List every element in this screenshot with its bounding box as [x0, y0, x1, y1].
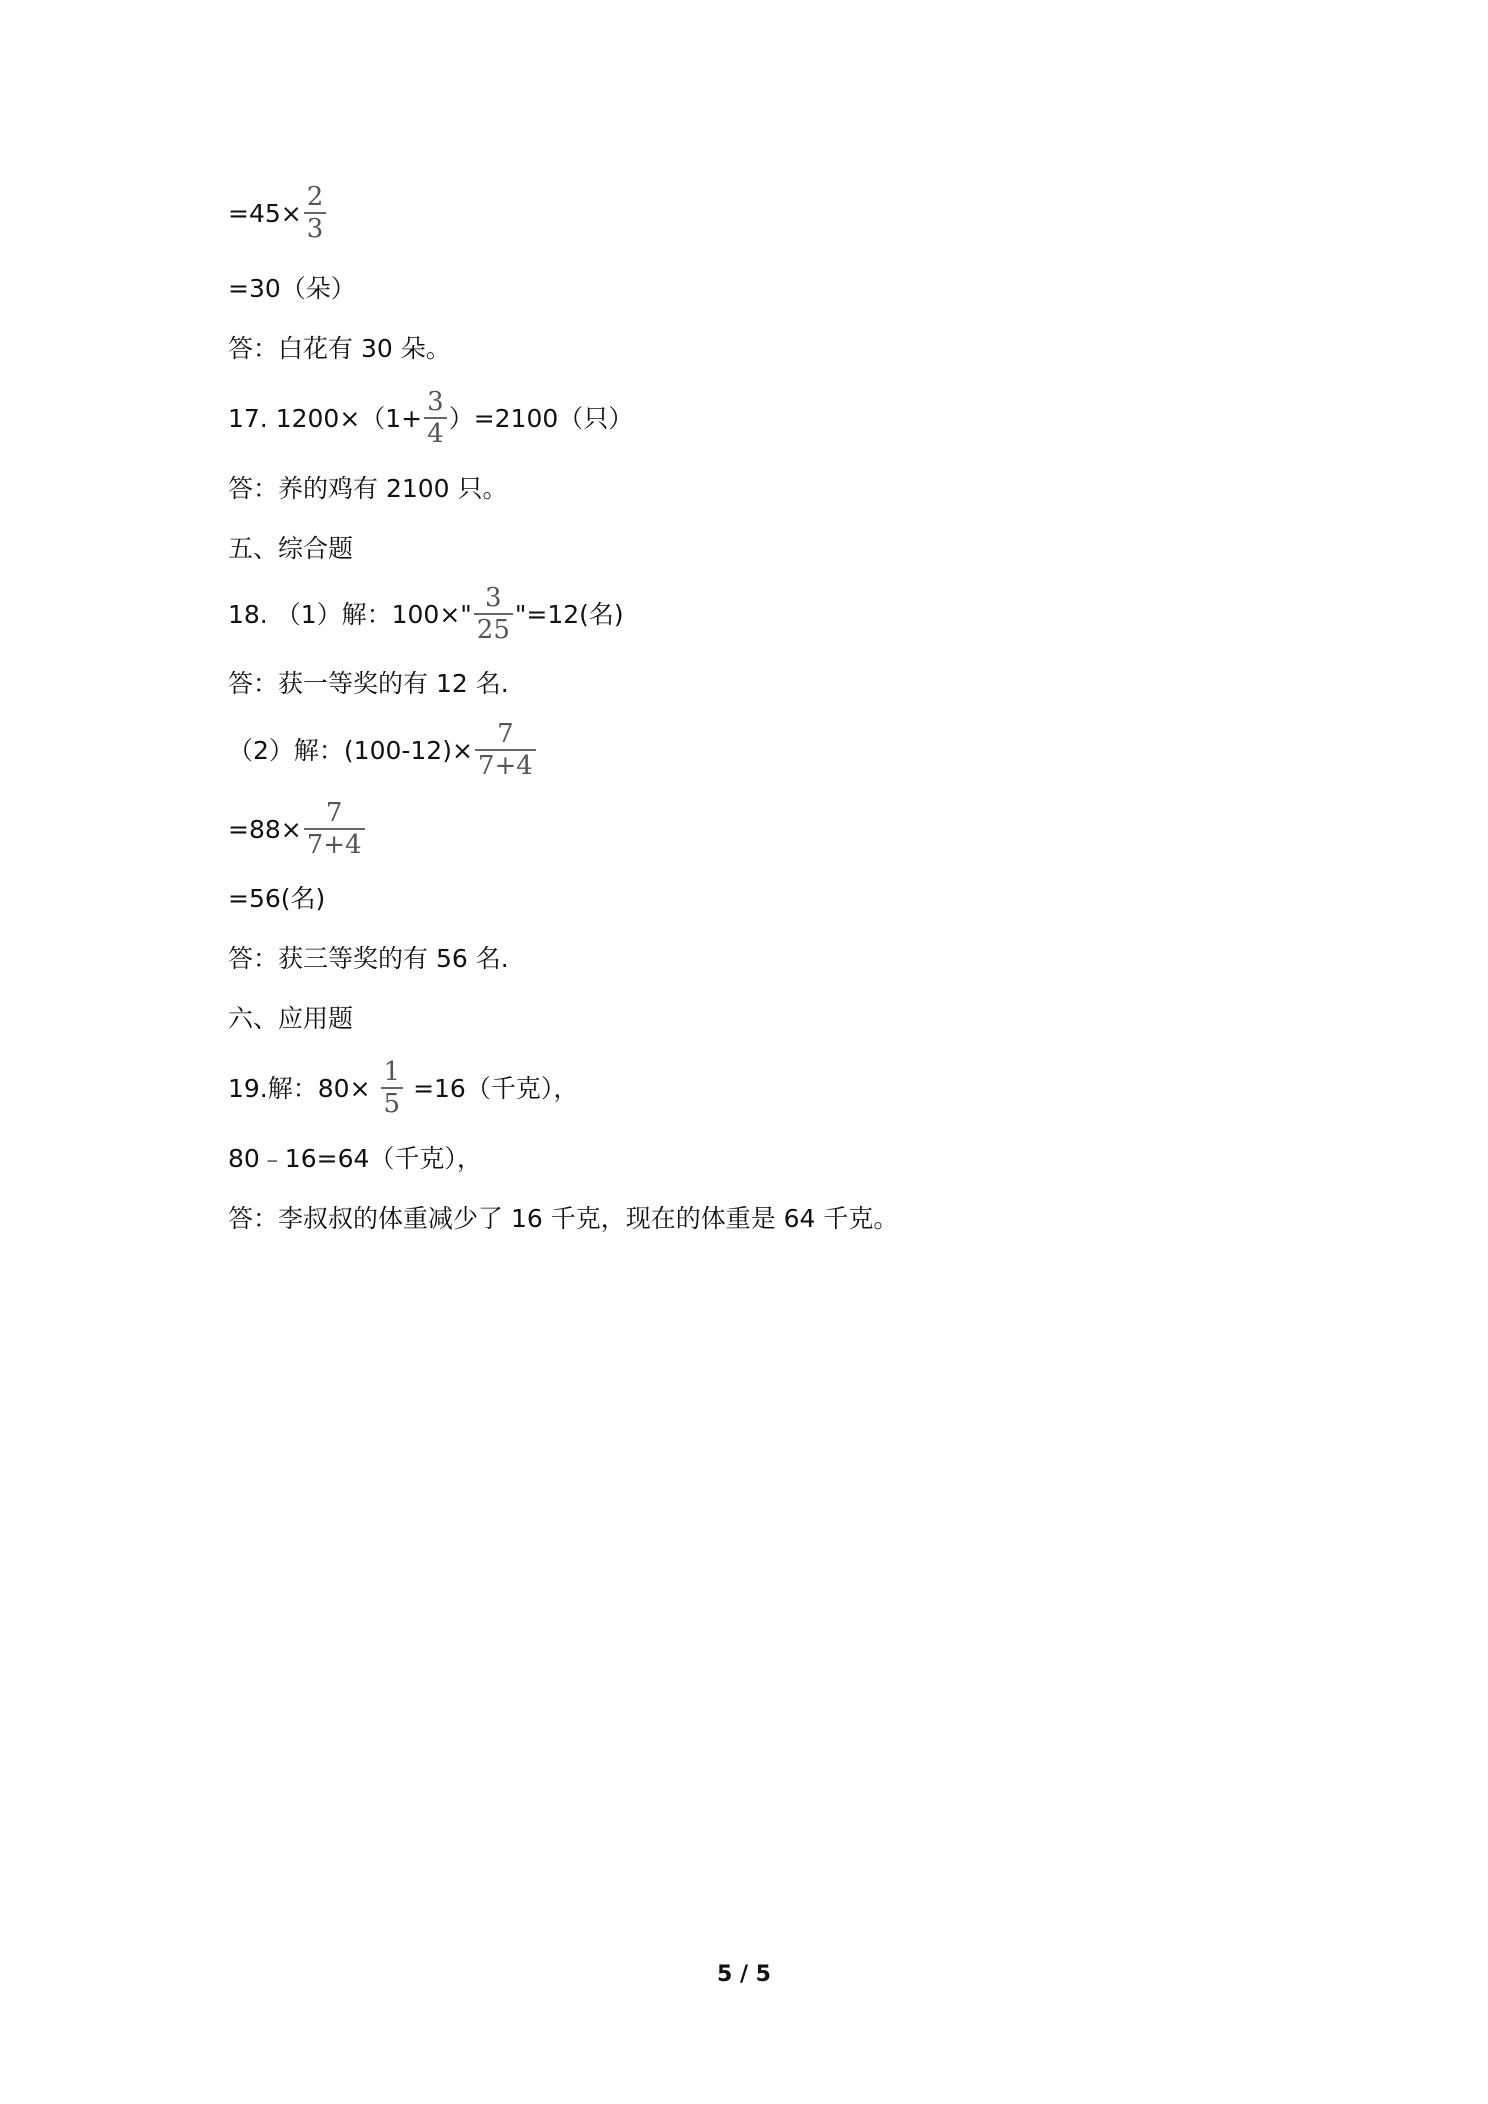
calc-line-45x2-3: [228, 183, 328, 243]
fraction-numerator: 7: [497, 719, 514, 749]
problem-19-line: [228, 1058, 578, 1118]
fraction-numerator: 2: [306, 182, 324, 212]
fraction: [381, 1059, 404, 1117]
fraction-numerator: 7: [325, 798, 343, 828]
fraction-denominator: 5: [383, 1089, 401, 1119]
fraction: [304, 184, 327, 242]
expr-prefix: 17. 1200×（1+: [228, 403, 423, 433]
answer-line-white-flowers: 答：白花有 30 朵。: [228, 333, 451, 363]
fraction: [424, 389, 447, 447]
page-number: 5 / 5: [717, 1962, 771, 1987]
expr-suffix: ）=2100（只）: [448, 403, 634, 433]
section-heading-5: 五、综合题: [228, 533, 354, 563]
expr-prefix: 18. （1）解：100×": [228, 599, 472, 629]
problem-17-line: [228, 388, 633, 448]
calc-line-result-56: =56(名): [228, 883, 326, 913]
fraction-denominator: 25: [476, 615, 510, 645]
answer-line-weight: 答：李叔叔的体重减少了 16 千克，现在的体重是 64 千克。: [228, 1203, 899, 1233]
expr-suffix: "=12(名): [514, 599, 624, 629]
fraction-denominator: 4: [427, 419, 444, 449]
answer-line-first-prize: 答：获一等奖的有 12 名.: [228, 668, 509, 698]
fraction-denominator: 7+4: [306, 830, 362, 860]
fraction-numerator: 3: [427, 387, 444, 417]
problem-18-part2-line: [228, 720, 538, 780]
expr-prefix: （2）解：(100-12)×: [228, 735, 473, 765]
calc-line-result-30: =30（朵）: [228, 273, 356, 303]
expr-prefix: =45×: [228, 198, 302, 228]
section-heading-6: 六、应用题: [228, 1003, 354, 1033]
answer-line-chickens: 答：养的鸡有 2100 只。: [228, 473, 508, 503]
expr-suffix: =16（千克），: [413, 1073, 579, 1103]
fraction: [304, 800, 365, 858]
fraction: [474, 585, 513, 643]
fraction-numerator: 3: [485, 583, 502, 613]
fraction: [475, 721, 536, 779]
expr-prefix: 19.解：80×: [228, 1073, 371, 1103]
fraction-numerator: 1: [383, 1057, 401, 1087]
problem-18-part1-line: [228, 584, 624, 644]
fraction-denominator: 7+4: [477, 751, 533, 781]
fraction-denominator: 3: [306, 214, 324, 244]
expr-prefix: =88×: [228, 814, 302, 844]
answer-line-third-prize: 答：获三等奖的有 56 名.: [228, 943, 509, 973]
calc-line-88x7-11: [228, 799, 367, 859]
calc-line-80-minus-16: 80﹣16=64（千克），: [228, 1143, 482, 1173]
